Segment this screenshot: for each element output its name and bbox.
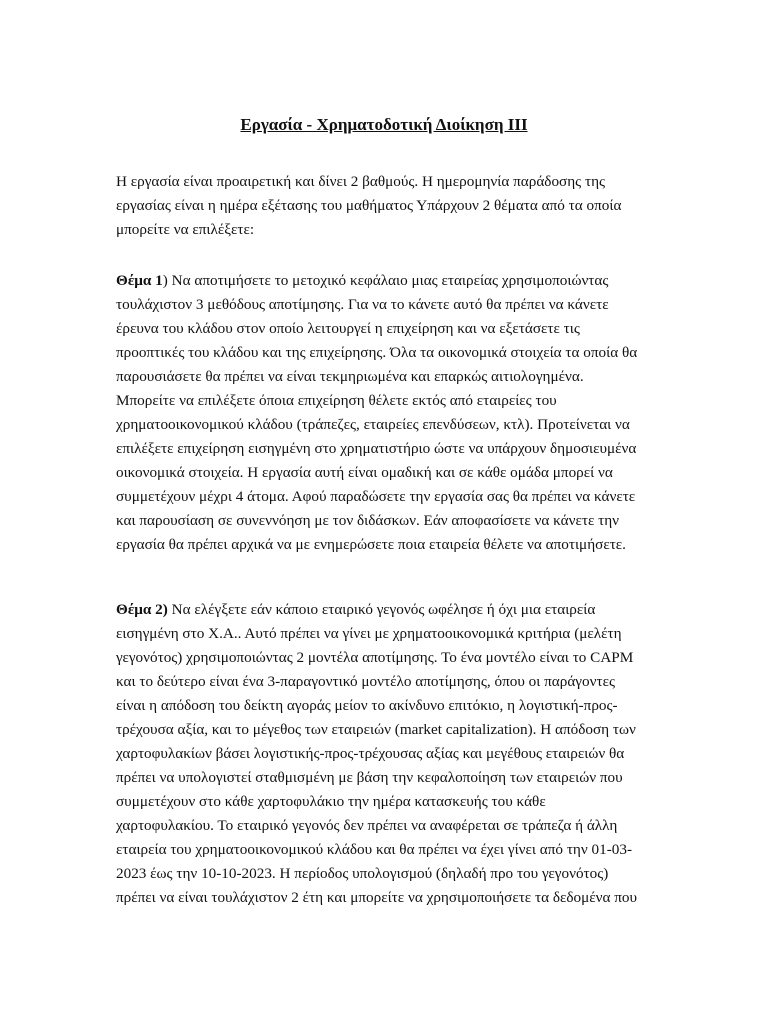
topic-1-first-line-text: ) Να αποτιμήσετε το μετοχικό κεφάλαιο μιας εταιρείας χρησιμοποιώντας <box>162 272 609 289</box>
topic-1-line: έρευνα του κλάδου στον οποίο λειτουργεί η επιχείρηση και να εξετάσετε τις <box>116 320 580 337</box>
topic-2-first-line-text: Να ελέγξετε εάν κάποιο εταιρικό γεγονός ωφέλησε ή όχι μια εταιρεία <box>167 601 596 618</box>
intro-line: μπορείτε να επιλέξετε: <box>116 221 255 238</box>
topic-2-line: είναι η απόδοση του δείκτη αγοράς μείον το ακίνδυνο επιτόκιο, η λογιστική-προς- <box>116 697 618 714</box>
topic-2-first-line <box>116 598 658 622</box>
topic-2-line: χαρτοφυλακίου. Το εταιρικό γεγονός δεν πρέπει να αναφέρεται σε τράπεζα ή άλλη <box>116 817 618 834</box>
topic-1-line: προοπτικές του κλάδου και της επιχείρησης. Όλα τα οικονομικά στοιχεία τα οποία θα <box>116 344 638 361</box>
topic-2-line: 2023 έως την 10-10-2023. Η περίοδος υπολογισμού (δηλαδή προ του γεγονότος) <box>116 865 609 882</box>
topic-1-line: συμμετέχουν μέχρι 4 άτομα. Αφού παραδώσετε την εργασία σας θα πρέπει να κάνετε <box>116 488 636 505</box>
topic-1-line: επιλέξετε επιχείρηση εισηγμένη στο χρηματιστήριο ώστε να υπάρχουν δημοσιευμένα <box>116 440 637 457</box>
topic-2-line: εισηγμένη στο Χ.Α.. Αυτό πρέπει να γίνει με χρηματοοικονομικά κριτήρια (μελέτη <box>116 625 622 642</box>
topic-2-line: συμμετέχουν στο κάθε χαρτοφυλάκιο την ημέρα κατασκευής του κάθε <box>116 793 546 810</box>
intro-line: Η εργασία είναι προαιρετική και δίνει 2 βαθμούς. Η ημερομηνία παράδοσης της <box>116 173 606 190</box>
topic-1-line: εργασία θα πρέπει αρχικά να με ενημερώσετε ποια εταιρεία θέλετε να αποτιμήσετε. <box>116 536 626 553</box>
topic-2-label: Θέμα 2) <box>116 601 168 618</box>
topic-1-paragraph <box>116 269 658 557</box>
topic-1-line: παρουσιάσετε θα πρέπει να είναι τεκμηριωμένα και επαρκώς αιτιολογημένα. <box>116 368 584 385</box>
topic-2-line: πρέπει να υπολογιστεί σταθμισμένη με βάση την κεφαλοποίηση των εταιρειών που <box>116 769 623 786</box>
topic-1-line: Μπορείτε να επιλέξετε όποια επιχείρηση θέλετε εκτός από εταιρείες του <box>116 392 557 409</box>
page-title: Εργασία - Χρηματοδοτική Διοίκηση ΙΙΙ <box>240 115 528 134</box>
topic-2-line: χαρτοφυλακίων βάσει λογιστικής-προς-τρέχουσας αξίας και μεγέθους εταιρειών θα <box>116 745 625 762</box>
intro-line: εργασίας είναι η ημέρα εξέτασης του μαθήματος Υπάρχουν 2 θέματα από τα οποία <box>116 197 622 214</box>
topic-1-line: τουλάχιστον 3 μεθόδους αποτίμησης. Για να το κάνετε αυτό θα πρέπει να κάνετε <box>116 296 609 313</box>
topic-1-label: Θέμα 1 <box>116 272 163 289</box>
topic-2-line: εταιρεία του χρηματοοικονομικού κλάδου και θα πρέπει να έχει γίνει από την 01-03- <box>116 841 633 858</box>
topic-1-line: χρηματοοικονομικού κλάδου (τράπεζες, εταιρείες επενδύσεων, κτλ). Προτείνεται να <box>116 416 630 433</box>
topic-1-line: οικονομικά στοιχεία. Η εργασία αυτή είναι ομαδική και σε κάθε ομάδα μπορεί να <box>116 464 613 481</box>
topic-2-line: πρέπει να είναι τουλάχιστον 2 έτη και μπορείτε να χρησιμοποιήσετε τα δεδομένα που <box>116 889 638 906</box>
topic-1-first-line <box>116 269 658 293</box>
topic-2-line: τρέχουσα αξία, και το μέγεθος των εταιρειών (market capitalization). Η απόδοση των <box>116 721 636 738</box>
topic-1-line: και παρουσίαση σε συνεννόηση με τον διδάσκων. Εάν αποφασίσετε να κάνετε την <box>116 512 620 529</box>
topic-2-paragraph <box>116 598 658 910</box>
intro-paragraph <box>116 170 658 242</box>
topic-2-line: γεγονότος) χρησιμοποιώντας 2 μοντέλα αποτίμησης. Το ένα μοντέλο είναι το CAPM <box>116 649 634 666</box>
topic-2-line: και το δεύτερο είναι ένα 3-παραγοντικό μοντέλο αποτίμησης, όπου οι παράγοντες <box>116 673 615 690</box>
